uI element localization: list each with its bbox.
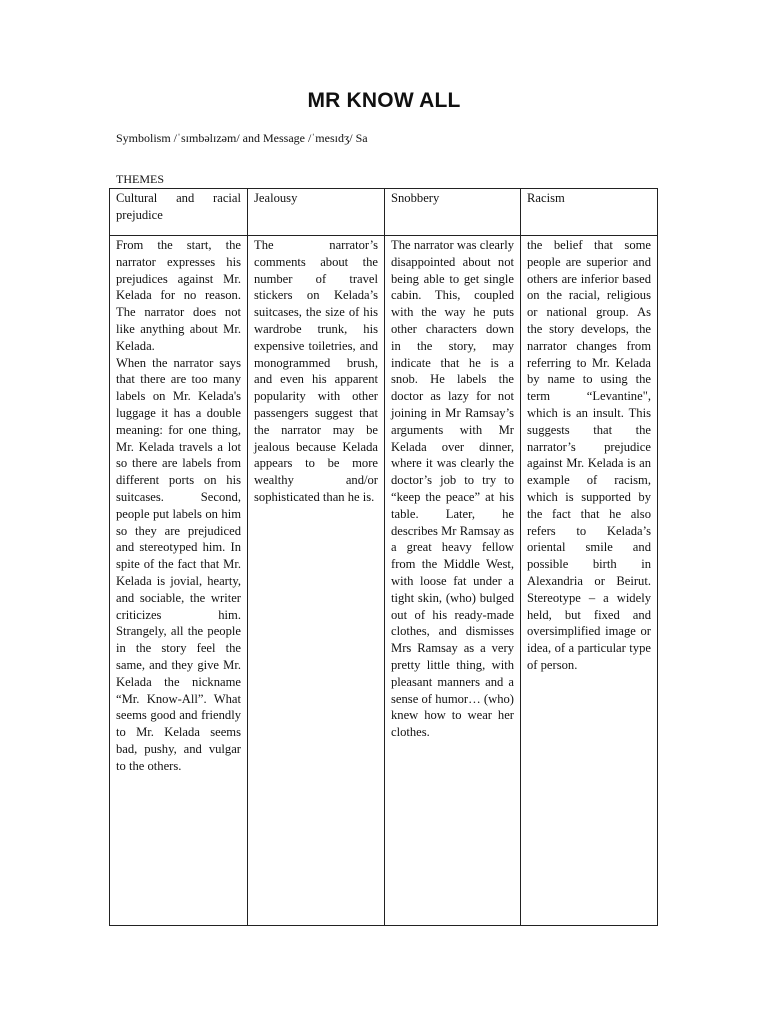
section-label-themes: THEMES: [116, 172, 164, 186]
body-cell-jealousy: [248, 236, 385, 926]
snobbery-text: [391, 237, 514, 741]
header-cell-jealousy: Jealousy: [248, 189, 385, 236]
prejudice-paragraph-1: From the start, the narrator expresses his prejudices against Mr. Kelada for no reason. The narrator does not like anything about Mr. Kelada.: [116, 238, 241, 353]
snobbery-paragraph: The narrator was clearly disappointed about not being able to get single cabin. This, coupled with the way he puts other characters down in the story, may indicate that he is a snob. He labels the doctor as lazy for not joining in Mr Ramsay’s arguments with Mr Kelada over dinner, where it was clearly the doctor’s job to try to “keep the peace” at his table. Later, he describes Mr Ramsay as a great heavy fellow from the Middle West, with loose fat under a tight skin, (who) bulged out of his ready-made clothes, and dismisses Mrs Ramsay as a very pretty little thing, with pleasant manners and a sense of humor… (who) knew how to wear her clothes.: [391, 238, 514, 740]
body-cell-racism: [521, 236, 658, 926]
racism-paragraph: the belief that some people are superior and others are inferior based on the racial, religious or national group. As the story develops, the narrator changes from referring to Mr. Kelada by name to using the term “Levantine", which is an insult. This suggests that the narrator’s prejudice against Mr. Kelada is an example of racism, which is supported by the fact that he also refers to Kelada’s oriental smile and possible birth in Alexandria or Beirut. Stereotype – a widely held, but fixed and oversimplified image or idea, of a particular type of person.: [527, 238, 651, 672]
body-cell-snobbery: [385, 236, 521, 926]
themes-table: [109, 188, 658, 926]
prejudice-paragraph-2: When the narrator says that there are too many labels on Mr. Kelada's luggage it has a double meaning: for one thing, Mr. Kelada travels a lot so there are labels from different ports on his suitcases. Second, people put labels on him so they are prejudiced and stereotyped him. In spite of the fact that Mr. Kelada is jovial, hearty, and sociable, the writer criticizes him. Strangely, all the people in the story feel the same, and they give Mr. Kelada the nickname “Mr. Know-All”. What seems good and friendly to Mr. Kelada seems bad, pushy, and vulgar to the others.: [116, 355, 241, 773]
prejudice-text: [116, 237, 241, 923]
header-cell-snobbery: Snobbery: [385, 189, 521, 236]
jealousy-paragraph: The narrator’s comments about the number of travel stickers on Kelada’s suitcases, the size of his wardrobe trunk, his expensive toiletries, and monogrammed brush, and even his apparent popularity with other passengers suggest that the narrator may be jealous because Kelada appears to be more wealthy and/or sophisticated than he is.: [254, 238, 378, 504]
header-cell-racism: Racism: [521, 189, 658, 236]
page-title: MR KNOW ALL: [307, 89, 461, 112]
document-subtitle: Symbolism /ˈsɪmbəlɪzəm/ and Message /ˈmesɪdʒ/ Sa: [116, 131, 368, 145]
body-cell-prejudice: [110, 236, 248, 926]
jealousy-text: [254, 237, 378, 506]
racism-text: [527, 237, 651, 674]
table-row: [110, 236, 658, 926]
header-cell-cultural-racial-prejudice: Cultural and racial prejudice: [110, 189, 248, 236]
table-header-row: [110, 189, 658, 236]
